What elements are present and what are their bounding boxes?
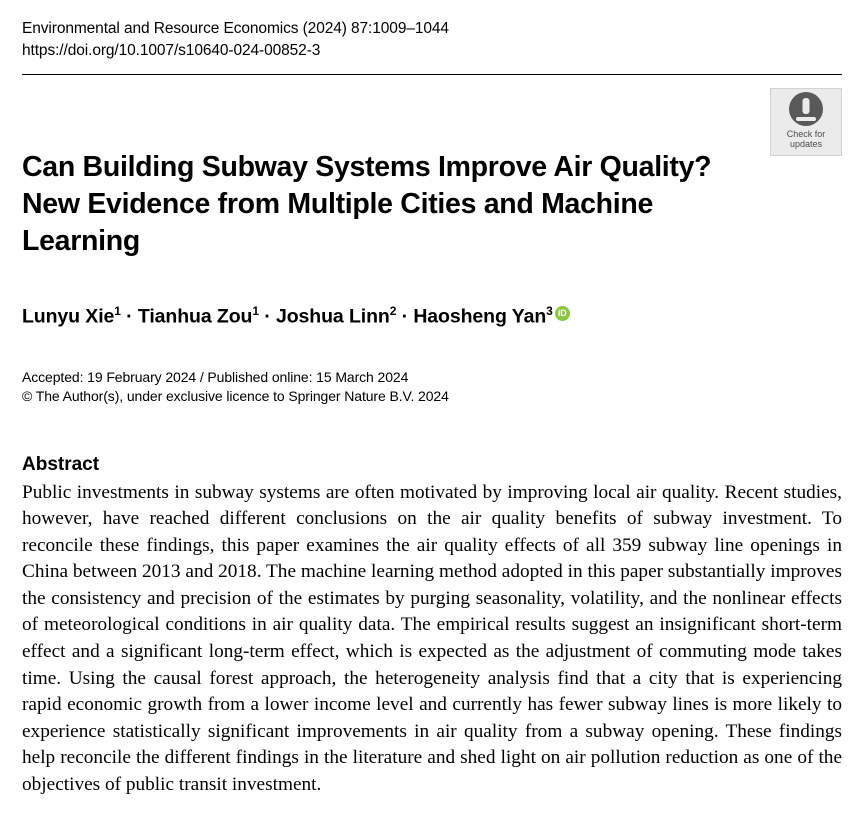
author-affiliation-marker: 1 [252, 304, 259, 318]
author-name: Lunyu Xie [22, 305, 115, 328]
copyright-line: © The Author(s), under exclusive licence to Springer Nature B.V. 2024 [22, 387, 449, 404]
author-name: Haosheng Yan [413, 305, 547, 328]
author-separator: · [258, 305, 276, 328]
author-list [22, 298, 842, 330]
author-affiliation-marker: 2 [389, 304, 397, 318]
page-title: Can Building Subway Systems Improve Air Quality? New Evidence from Multiple Cities and Machine Learning [22, 151, 712, 257]
check-for-updates-label-line1: Check for [786, 129, 826, 139]
abstract-heading: Abstract [22, 453, 100, 475]
check-for-updates-badge[interactable] [770, 88, 842, 156]
journal-citation-line-1: Environmental and Resource Economics (2024) 87:1009–1044 [22, 20, 449, 37]
journal-doi-line: https://doi.org/10.1007/s10640-024-00852-3 [22, 42, 321, 59]
check-for-updates-icon [789, 92, 823, 126]
author-separator: · [396, 305, 414, 328]
accepted-published-line: Accepted: 19 February 2024 / Published online: 15 March 2024 [22, 368, 409, 385]
abstract-text: Public investments in subway systems are often motivated by improving local air quality. Recent studies, however, have reached different conclusions on the air quality benefits of subway investment. To reconcile these findings, this paper examines the air quality effects of all 359 subway line openings in China between 2013 and 2018. The machine learning method adopted in this paper substantially improves the consistency and precision of the estimates by purging seasonality, volatility, and the nonlinear effects of meteorological conditions in air quality data. The empirical results suggest an insignificant short-term effect and a significant long-term effect, which is expected as the adjustment of commuting mode takes time. Using the causal forest approach, the heterogeneity analysis find that a city that is experiencing rapid economic growth from a lower income level and currently has fewer subway lines is more likely to experience statistically significant improvements in air quality from a subway opening. These findings help reconcile the different findings in the literature and shed light on air pollution reduction as one of the objectives of public transit investment. [22, 481, 842, 796]
header-divider [22, 74, 842, 75]
publication-dates [22, 368, 842, 406]
author-name: Joshua Linn [275, 305, 390, 328]
author-affiliation-marker: 3 [546, 304, 553, 318]
author-affiliation-marker: 1 [114, 304, 121, 318]
author-name: Tianhua Zou [137, 305, 253, 328]
orcid-icon[interactable] [555, 306, 570, 321]
author-separator: · [120, 305, 138, 328]
check-for-updates-label-line2: updates [789, 139, 823, 149]
